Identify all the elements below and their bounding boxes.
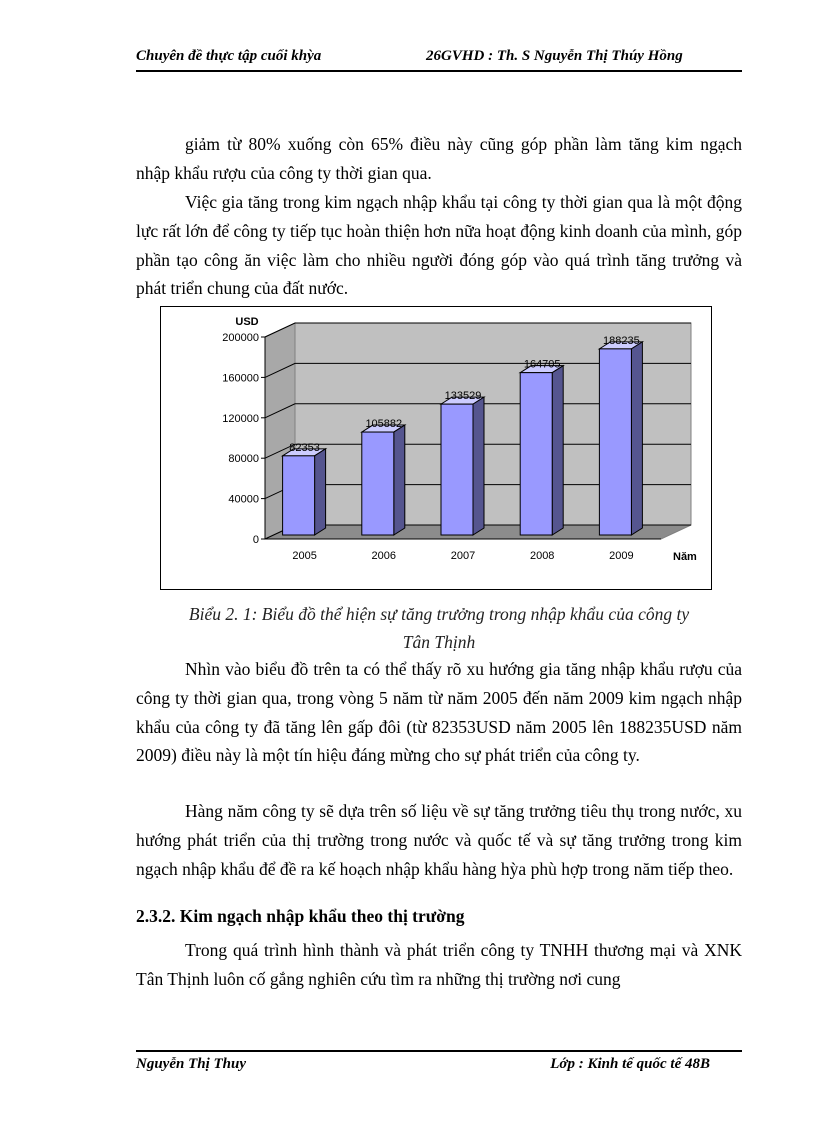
chart-y-tick-label: 80000: [228, 453, 259, 466]
page-header: [136, 48, 742, 70]
paragraph-4: Hàng năm công ty sẽ dựa trên số liệu về sự tăng trưởng tiêu thụ trong nước, xu hướng phát triển của thị trường trong nước và quốc tế và sự tăng trưởng trong kim ngạch nhập khẩu để đề ra kế hoạch nhập khẩu hàng hỳa phù hợp trong năm tiếp theo.: [136, 801, 742, 879]
chart-bar: [283, 456, 315, 535]
chart-canvas: [161, 307, 713, 591]
header-divider: [136, 70, 742, 72]
paragraph-5: Trong quá trình hình thành và phát triển công ty TNHH thương mại và XNK Tân Thịnh luôn cố gắng nghiên cứu tìm ra những thị trường nơi cung: [136, 940, 742, 989]
section-heading: 2.3.2. Kim ngạch nhập khẩu theo thị trường: [136, 906, 465, 926]
chart-data-label: 133529: [444, 390, 482, 403]
chart-x-tick-label: 2005: [292, 550, 317, 562]
chart-x-tick-label: 2008: [529, 550, 555, 562]
footer-class: Lớp : Kinh tế quốc tế 48B: [550, 1056, 710, 1072]
chart-x-tick-label: 2007: [450, 550, 476, 562]
page-footer: [136, 1056, 742, 1078]
chart-data-label: 82353: [289, 441, 320, 454]
import-growth-chart: [160, 306, 712, 590]
chart-bar-side: [473, 397, 484, 535]
chart-x-axis-label: Năm: [673, 551, 697, 563]
chart-y-axis-label: USD: [235, 316, 259, 328]
chart-caption-line-2: Tân Thịnh: [402, 632, 476, 652]
chart-bar: [362, 432, 394, 535]
paragraph-1: giảm từ 80% xuống còn 65% điều này cũng góp phần làm tăng kim ngạch nhập khẩu rượu của công ty thời gian qua.: [136, 134, 742, 183]
chart-y-tick-label: 160000: [222, 372, 259, 385]
chart-y-tick-label: 0: [252, 534, 259, 546]
header-supervisor: 26GVHD : Th. S Nguyễn Thị Thúy Hồng: [426, 48, 683, 64]
chart-bar: [599, 349, 631, 535]
chart-x-tick-label: 2006: [371, 550, 397, 562]
chart-y-tick-label: 40000: [228, 493, 259, 506]
chart-caption-line-1: Biểu 2. 1: Biểu đồ thể hiện sự tăng trưởng trong nhập khẩu của công ty: [188, 604, 690, 624]
footer-author: Nguyễn Thị Thuy: [136, 1056, 247, 1072]
chart-x-tick-label: 2009: [609, 550, 634, 562]
chart-bar: [520, 373, 552, 535]
chart-y-tick-label: 120000: [222, 412, 259, 425]
chart-data-label: 105882: [365, 418, 403, 431]
chart-bar-side: [315, 449, 326, 535]
header-document-title: Chuyên đề thực tập cuối khỳa: [136, 48, 322, 64]
chart-bar-side: [631, 342, 642, 535]
chart-bar: [441, 404, 473, 535]
chart-data-label: 188235: [603, 334, 640, 347]
chart-y-tick-label: 200000: [222, 332, 259, 344]
chart-bar-side: [394, 425, 405, 535]
chart-bar-side: [552, 366, 563, 535]
chart-data-label: 164705: [523, 358, 561, 371]
paragraph-3: Nhìn vào biểu đồ trên ta có thể thấy rõ xu hướng gia tăng nhập khẩu rượu của công ty thời gian qua, trong vòng 5 năm từ năm 2005 đến năm 2009 kim ngạch nhập khẩu của công ty đã tăng lên gấp đôi (từ 82353USD năm 2005 lên 188235USD năm 2009) điều này là một tín hiệu đáng mừng cho sự phát triển của công ty.: [136, 659, 742, 766]
footer-divider: [136, 1050, 742, 1052]
paragraph-2: Việc gia tăng trong kim ngạch nhập khẩu tại công ty thời gian qua là một động lực rất lớn để công ty tiếp tục hoàn thiện hơn nữa hoạt động kinh doanh của mình, góp phần tạo công ăn việc làm cho nhiều người đóng góp vào quá trình tăng trưởng và phát triển chung của đất nước.: [136, 192, 742, 299]
